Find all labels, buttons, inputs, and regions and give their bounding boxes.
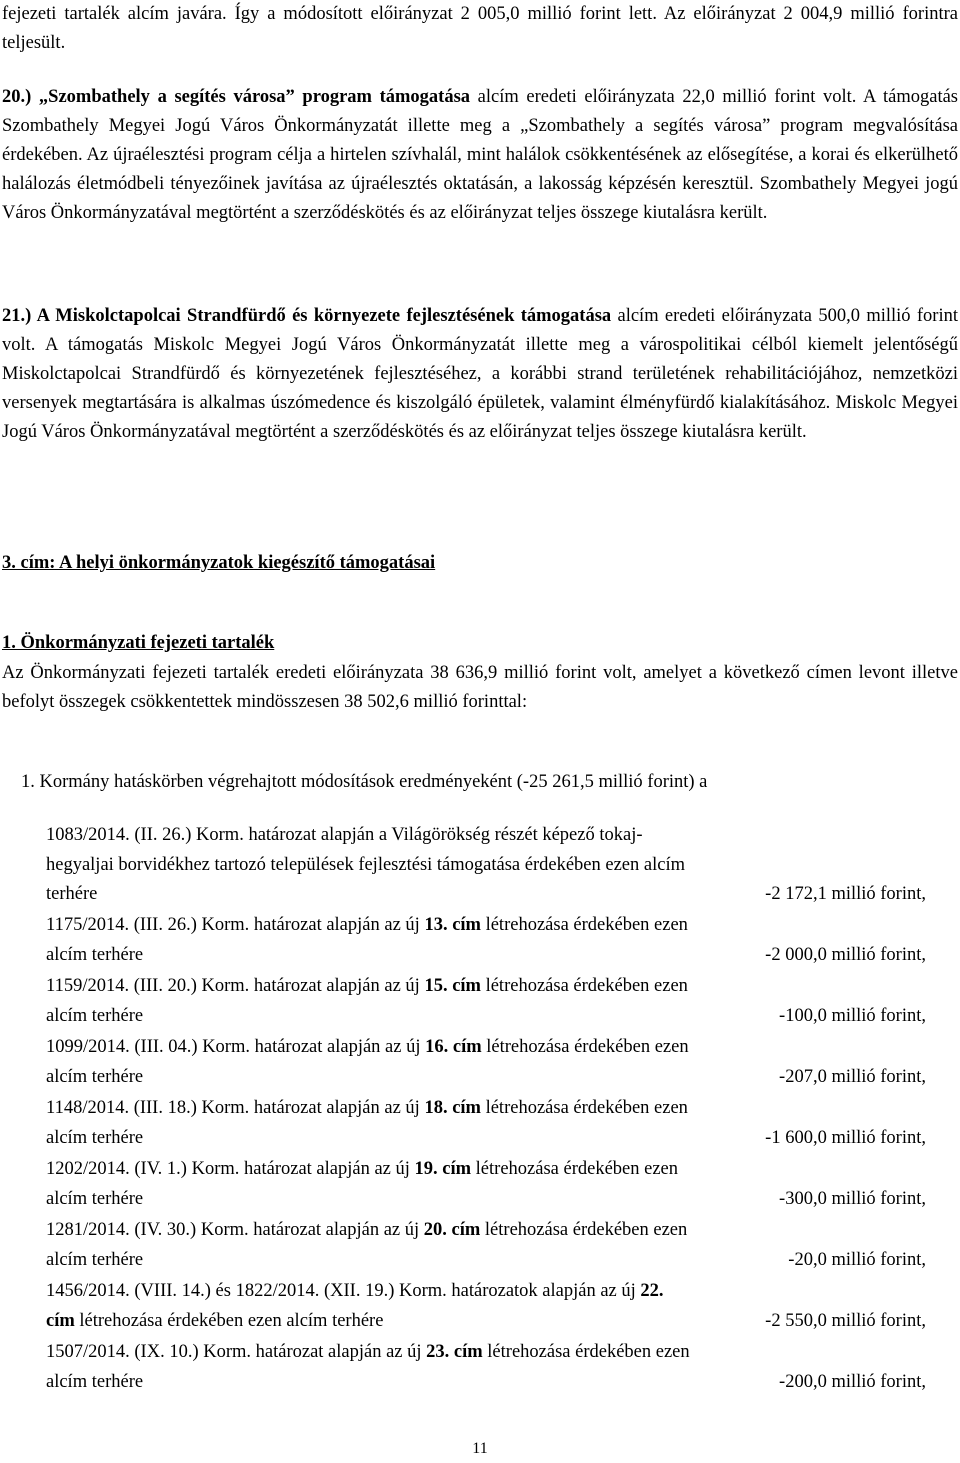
deduction-amount: -1 600,0 millió forint, — [765, 1127, 926, 1148]
subsection-1-text: Az Önkormányzati fejezeti tartalék eredeti előirányzata 38 636,9 millió forint volt, amelyet a következő címen levont illetve befolyt összegek csökkentettek mindösszesen 38 502,6 millió forinttal: — [2, 663, 958, 712]
deduction-description — [46, 1033, 696, 1092]
deduction-text-end: létrehozása érdekében ezen alcím terhére — [46, 915, 688, 965]
paragraph-21 — [2, 302, 958, 447]
deduction-description — [46, 1155, 696, 1214]
paragraph-21-heading: 21.) A Miskolctapolcai Strandfürdő és környezete fejlesztésének támogatása — [2, 306, 612, 326]
deduction-text-end: létrehozása érdekében ezen alcím terhére — [46, 1159, 679, 1209]
deduction-description — [46, 1277, 696, 1336]
deduction-entry — [46, 1338, 926, 1397]
deduction-description — [46, 1338, 696, 1397]
deduction-entry — [46, 1216, 926, 1275]
deduction-text: 1202/2014. (IV. 1.) Korm. határozat alapján az új — [46, 1159, 415, 1179]
deduction-description — [46, 972, 696, 1031]
deduction-text-end: létrehozása érdekében ezen alcím terhére — [46, 1037, 689, 1087]
deduction-title-ref: 15. cím — [424, 976, 481, 996]
deduction-text-end: létrehozása érdekében ezen alcím terhére — [46, 1098, 688, 1148]
deduction-title-ref: 16. cím — [425, 1037, 482, 1057]
deduction-amount: -20,0 millió forint, — [788, 1249, 926, 1270]
deduction-amount: -2 550,0 millió forint, — [765, 1310, 926, 1331]
deduction-entry — [46, 972, 926, 1031]
deduction-title-ref: 22. cím — [46, 1281, 664, 1331]
deduction-text: 1456/2014. (VIII. 14.) és 1822/2014. (XII. 19.) Korm. határozatok alapján az új — [46, 1281, 641, 1301]
list-item-1: 1. Kormány hatáskörben végrehajtott módosítások eredményeként (-25 261,5 millió forint) a — [21, 772, 708, 792]
deduction-text: 1281/2014. (IV. 30.) Korm. határozat alapján az új — [46, 1220, 424, 1240]
deduction-title-ref: 13. cím — [424, 915, 481, 935]
deduction-text: 1148/2014. (III. 18.) Korm. határozat alapján az új — [46, 1098, 425, 1118]
deduction-amount: -2 000,0 millió forint, — [765, 944, 926, 965]
deduction-text-end: létrehozása érdekében ezen alcím terhére — [46, 1342, 690, 1392]
paragraph-continued: fejezeti tartalék alcím javára. Így a módosított előirányzat 2 005,0 millió forint lett. Az előirányzat 2 004,9 millió forintra teljesült. — [2, 4, 958, 53]
deduction-entry — [46, 1033, 926, 1092]
deduction-entry — [46, 1277, 926, 1336]
section-3-heading: 3. cím: A helyi önkormányzatok kiegészítő támogatásai — [2, 553, 436, 573]
deduction-amount: -100,0 millió forint, — [779, 1005, 926, 1026]
deduction-amount: -2 172,1 millió forint, — [765, 884, 926, 904]
deduction-text-end: létrehozása érdekében ezen alcím terhére — [46, 1220, 688, 1270]
deduction-entry — [46, 911, 926, 970]
deduction-text: 1175/2014. (III. 26.) Korm. határozat alapján az új — [46, 915, 425, 935]
deduction-amount: -300,0 millió forint, — [779, 1188, 926, 1209]
deduction-text: 1099/2014. (III. 04.) Korm. határozat alapján az új — [46, 1037, 426, 1057]
paragraph-20-text: alcím eredeti előirányzata 22,0 millió forint volt. A támogatás Szombathely Megyei Jogú Város Önkormányzatát illette meg a „Szombathely a segítés városa” program megvalósítása érdekében. Az újraélesztési program célja a hirtelen szívhalál, mint halálok csökkentésének az elősegítése, a korai és elkerülhető halálozás életmódbeli tényezőinek javítása az újraélesztés oktatásán, a lakosság képzésén keresztül. Szombathely Megyei jogú Város Önkormányzatával megtörtént a szerződéskötés és az előirányzat teljes összege kiutalásra került. — [2, 87, 958, 223]
deduction-text-end: létrehozása érdekében ezen alcím terhére — [46, 976, 688, 1026]
paragraph-20 — [2, 83, 958, 228]
deduction-entry — [46, 821, 926, 910]
deduction-text: 1083/2014. (II. 26.) Korm. határozat alapján a Világörökség részét képező tokaj-hegyaljai borvidékhez tartozó települések fejlesztési támogatása érdekében ezen alcím terhére — [46, 825, 685, 904]
deduction-description — [46, 911, 696, 970]
subsection-1-heading: 1. Önkormányzati fejezeti tartalék — [2, 633, 275, 653]
paragraph-20-heading: 20.) „Szombathely a segítés városa” program támogatása — [2, 87, 471, 107]
paragraph-21-text: alcím eredeti előirányzata 500,0 millió forint volt. A támogatás Miskolc Megyei Jogú Város Önkormányzatát illette meg a várospolitikai célból kiemelt jelentőségű Miskolctapolcai Strandfürdő és környezetének fejlesztéséhez, a korábbi strand területének rehabilitációjához, nemzetközi versenyek megtartására is alkalmas úszómedence és kiszolgáló épületek, valamint élményfürdő kialakításához. Miskolc Megyei Jogú Város Önkormányzatával megtörtént a szerződéskötés és az előirányzat teljes összege kiutalásra került. — [2, 306, 958, 442]
page-number: 11 — [472, 1440, 488, 1457]
deduction-title-ref: 20. cím — [423, 1220, 481, 1240]
deduction-description — [46, 1094, 696, 1153]
deduction-text: 1159/2014. (III. 20.) Korm. határozat alapján az új — [46, 976, 425, 996]
deduction-entry — [46, 1155, 926, 1214]
deduction-text: 1507/2014. (IX. 10.) Korm. határozat alapján az új — [46, 1342, 427, 1362]
deduction-amount: -207,0 millió forint, — [779, 1066, 926, 1087]
deduction-title-ref: 18. cím — [424, 1098, 481, 1118]
deduction-amount: -200,0 millió forint, — [779, 1371, 926, 1392]
deduction-description — [46, 1216, 696, 1275]
deduction-text-end: létrehozása érdekében ezen alcím terhére — [74, 1310, 384, 1331]
deduction-title-ref: 19. cím — [414, 1159, 472, 1179]
deduction-title-ref: 23. cím — [426, 1342, 483, 1362]
deduction-description — [46, 821, 696, 910]
deduction-entry — [46, 1094, 926, 1153]
